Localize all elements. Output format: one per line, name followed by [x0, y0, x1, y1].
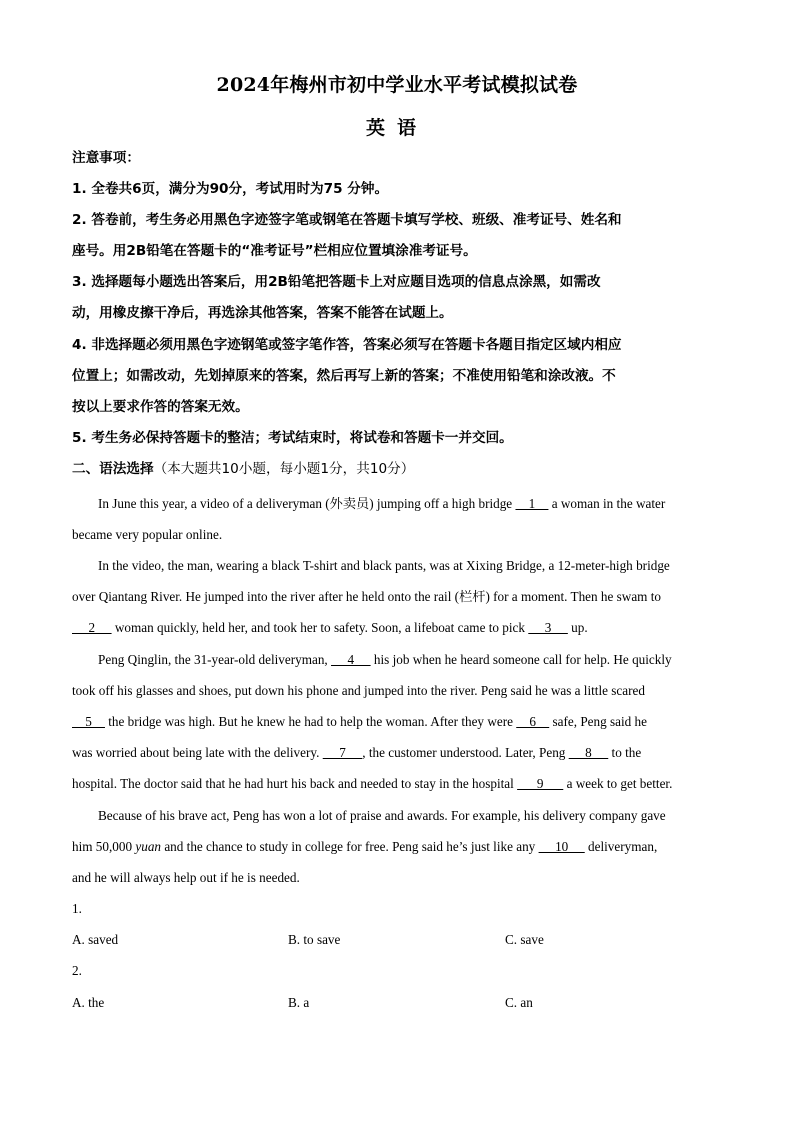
passage-text: Peng Qinglin, the 31-year-old deliveryman,: [98, 652, 332, 667]
option-a[interactable]: A. the: [72, 995, 105, 1010]
option-c[interactable]: C. save: [505, 932, 544, 947]
option-b[interactable]: B. to save: [288, 932, 341, 947]
passage-line: [72, 612, 724, 643]
passage-text: up.: [567, 620, 588, 635]
passage-line: In the video, the man, wearing a black T-shirt and black pants, was at Xixing Bridge, a 12-meter-high bridge: [98, 558, 670, 573]
passage-text: , the customer understood. Later, Peng: [362, 745, 569, 760]
blank-10: 10: [538, 839, 585, 854]
passage-text: a week to get better.: [563, 776, 673, 791]
note-line: 2. 答卷前，考生务必用黑色字迹签字笔或钢笔在答题卡填写学校、班级、准考证号、姓名和: [72, 212, 622, 228]
question-number: 2.: [72, 963, 82, 978]
note-line: 1. 全卷共6页，满分为90分，考试用时为75 分钟。: [72, 181, 389, 197]
passage-line: and he will always help out if he is needed.: [72, 870, 300, 885]
passage-text: the bridge was high. But he knew he had to help the woman. After they were: [104, 714, 517, 729]
option-c[interactable]: C. an: [505, 995, 533, 1010]
passage-line: over Qiantang River. He jumped into the river after he held onto the rail (栏杆) for a moment. Then he swam to: [72, 589, 661, 604]
passage-text: him 50,000: [72, 839, 136, 854]
blank-5: 5: [72, 714, 105, 729]
question-number: 1.: [72, 901, 82, 916]
blank-1: 1: [515, 496, 549, 511]
passage-text: In June this year, a video of a deliveryman (外卖员) jumping off a high bridge: [98, 496, 516, 511]
passage-line: became very popular online.: [72, 527, 223, 542]
passage-text: his job when he heard someone call for help. He quickly: [370, 652, 672, 667]
option-b[interactable]: B. a: [288, 995, 310, 1010]
notes-heading: 注意事项：: [72, 150, 140, 166]
note-line: 动，用橡皮擦干净后，再选涂其他答案，答案不能答在试题上。: [72, 305, 453, 321]
passage-text: and the chance to study in college for free. Peng said he’s just like any: [161, 839, 539, 854]
passage-line: [72, 831, 724, 862]
blank-7: 7: [322, 745, 363, 760]
passage-text: woman quickly, held her, and took her to safety. Soon, a lifeboat came to pick: [111, 620, 529, 635]
passage-text: safe, Peng said he: [549, 714, 647, 729]
note-line: 位置上；如需改动，先划掉原来的答案，然后再写上新的答案；不准使用铅笔和涂改液。不: [72, 368, 616, 384]
note-line: 座号。用2B铅笔在答题卡的“准考证号”栏相应位置填涂准考证号。: [72, 243, 477, 259]
passage-text: to the: [608, 745, 642, 760]
passage-line: Because of his brave act, Peng has won a lot of praise and awards. For example, his delivery company gave: [98, 808, 666, 823]
note-line: 按以上要求作答的答案无效。: [72, 399, 249, 415]
blank-4: 4: [331, 652, 371, 667]
passage-line: [72, 737, 724, 768]
passage-line: [72, 768, 724, 799]
section-heading: [72, 454, 724, 485]
blank-9: 9: [517, 776, 564, 791]
blank-3: 3: [528, 620, 568, 635]
note-line: 5. 考生务必保持答题卡的整洁；考试结束时，将试卷和答题卡一并交回。: [72, 430, 513, 446]
passage-text: was worried about being late with the delivery.: [72, 745, 323, 760]
blank-2: 2: [72, 620, 112, 635]
option-a[interactable]: A. saved: [72, 932, 119, 947]
passage-italic: yuan: [135, 839, 162, 854]
passage-line: [72, 488, 724, 519]
subject-title: 英语: [365, 117, 428, 139]
blank-6: 6: [516, 714, 550, 729]
note-line: 3. 选择题每小题选出答案后，用2B铅笔把答题卡上对应题目选项的信息点涂黑，如需改: [72, 274, 601, 290]
passage-text: deliveryman,: [584, 839, 658, 854]
blank-8: 8: [568, 745, 609, 760]
passage-line: [72, 644, 724, 675]
passage-text: hospital. The doctor said that he had hurt his back and needed to stay in the hospital: [72, 776, 518, 791]
passage-line: [72, 706, 724, 737]
exam-title: 2024年梅州市初中学业水平考试模拟试卷: [216, 74, 578, 96]
note-line: 4. 非选择题必须用黑色字迹钢笔或签字笔作答，答案必须写在答题卡各题目指定区域内相应: [72, 337, 622, 353]
section-name: 二、语法选择: [72, 461, 154, 477]
passage-text: a woman in the water: [548, 496, 666, 511]
section-info: （本大题共10小题，每小题1分，共10分）: [153, 461, 415, 477]
passage-line: took off his glasses and shoes, put down his phone and jumped into the river. Peng said he was a little scared: [72, 683, 645, 698]
